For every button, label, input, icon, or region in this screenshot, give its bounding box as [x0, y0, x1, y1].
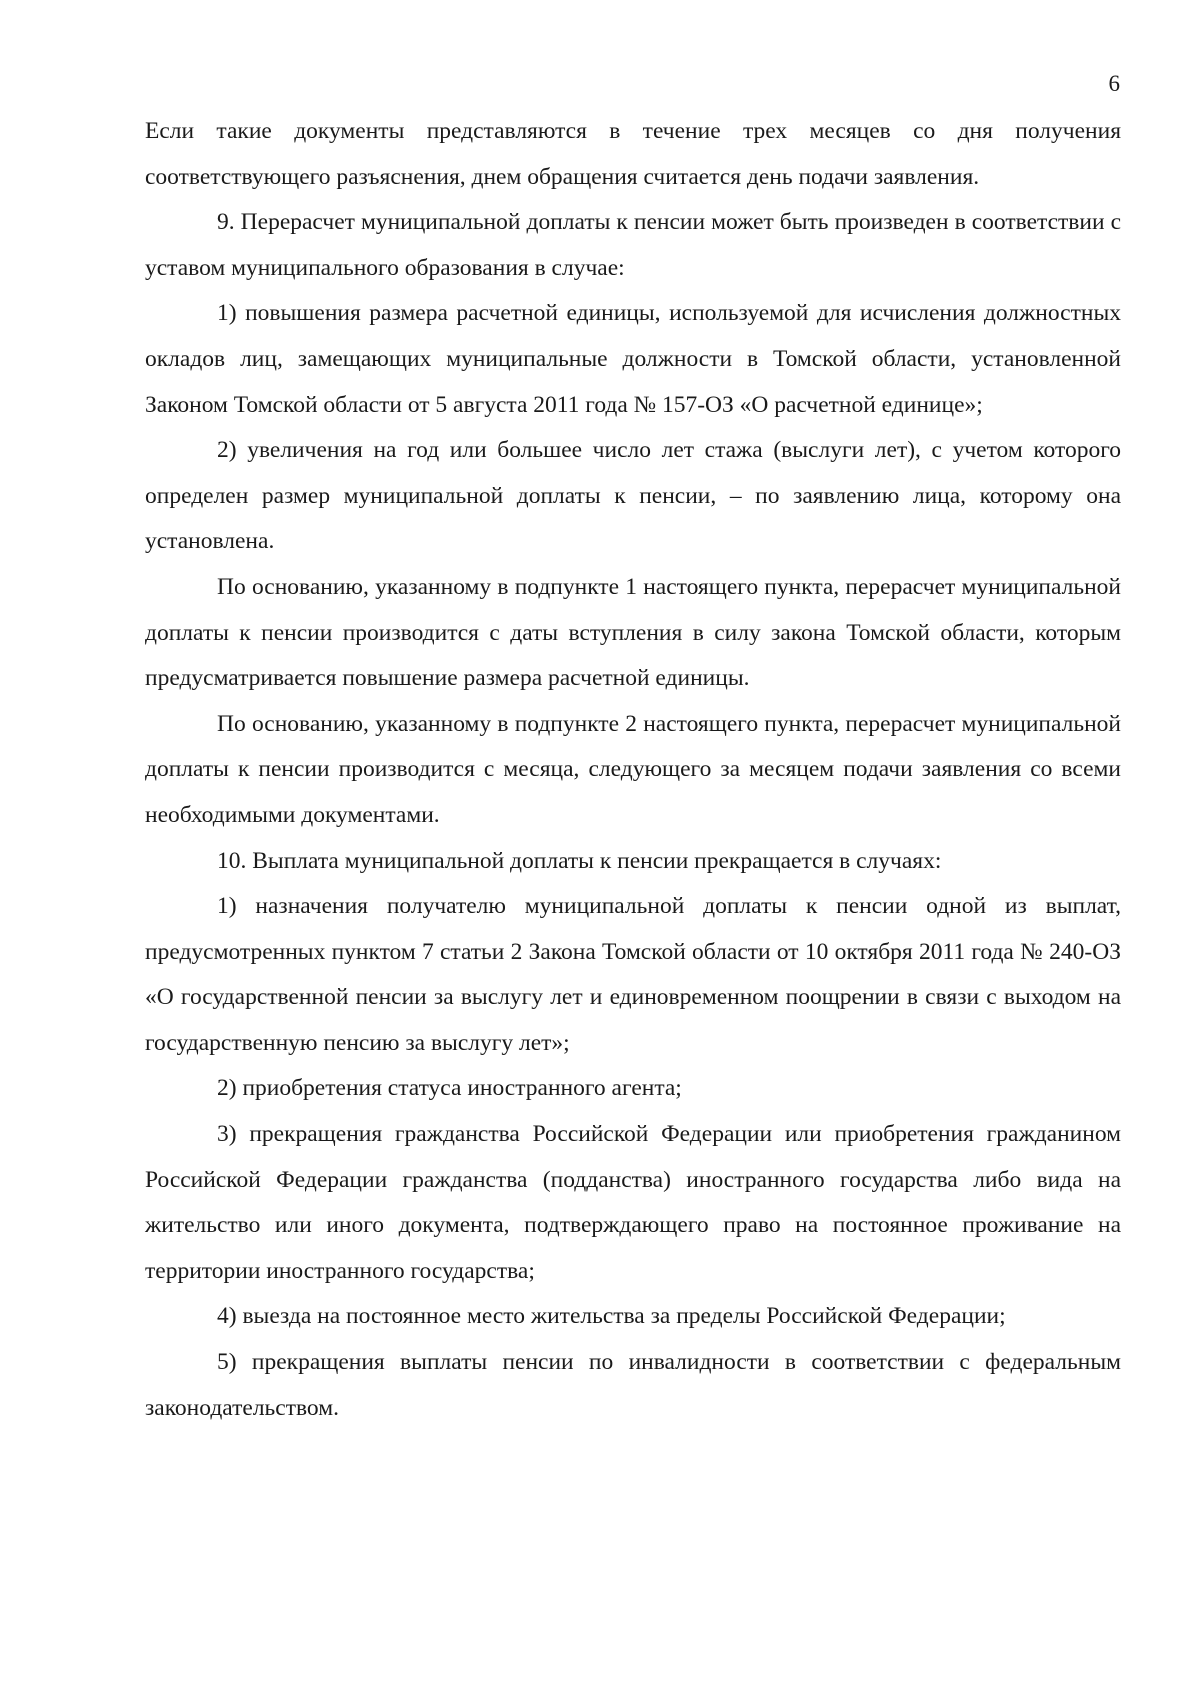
paragraph-item-10: 10. Выплата муниципальной доплаты к пенсии прекращается в случаях: [217, 847, 942, 874]
paragraph-subitem-10-4: 4) выезда на постоянное место жительства за пределы Российской Федерации; [217, 1303, 1006, 1330]
paragraph-subitem-10-1: 1) назначения получателю муниципальной доплаты к пенсии одной из выплат, предусмотренных пунктом 7 статьи 2 Закона Томской области от 10 октября 2011 года № 240-ОЗ «О государственной пенсии за выслугу лет и единовременном поощрении в связи с выходом на государственную пенсию за выслугу лет»; [145, 893, 1121, 1056]
paragraph-subitem-10-2: 2) приобретения статуса иностранного агента; [217, 1075, 682, 1102]
paragraph-basis-subitem-2: По основанию, указанному в подпункте 2 настоящего пункта, перерасчет муниципальной доплаты к пенсии производится с месяца, следующего за месяцем подачи заявления со всеми необходимыми документами. [145, 710, 1121, 828]
paragraph-item-9: 9. Перерасчет муниципальной доплаты к пенсии может быть произведен в соответствии с уставом муниципального образования в случае: [145, 209, 1121, 281]
paragraph-subitem-9-2: 2) увеличения на год или большее число лет стажа (выслуги лет), с учетом которого определен размер муниципальной доплаты к пенсии, – по заявлению лица, которому она установлена. [145, 437, 1121, 555]
paragraph-subitem-10-5: 5) прекращения выплаты пенсии по инвалидности в соответствии с федеральным законодательством. [145, 1349, 1121, 1421]
paragraph-continuation: Если такие документы представляются в течение трех месяцев со дня получения соответствующего разъяснения, днем обращения считается день подачи заявления. [145, 118, 1121, 190]
document-body [145, 109, 1121, 1431]
paragraph-basis-subitem-1: По основанию, указанному в подпункте 1 настоящего пункта, перерасчет муниципальной доплаты к пенсии производится с даты вступления в силу закона Томской области, которым предусматривается повышение размера расчетной единицы. [145, 573, 1121, 692]
page-number: 6 [1108, 71, 1120, 96]
paragraph-subitem-9-1: 1) повышения размера расчетной единицы, используемой для исчисления должностных окладов лиц, замещающих муниципальные должности в Томской области, установленной Законом Томской области от 5 августа 2011 года № 157-ОЗ «О расчетной единице»; [145, 300, 1121, 418]
paragraph-subitem-10-3: 3) прекращения гражданства Российской Федерации или приобретения гражданином Российской Федерации гражданства (подданства) иностранного государства либо вида на жительство или иного документа, подтверждающего право на постоянное проживание на территории иностранного государства; [145, 1121, 1121, 1284]
